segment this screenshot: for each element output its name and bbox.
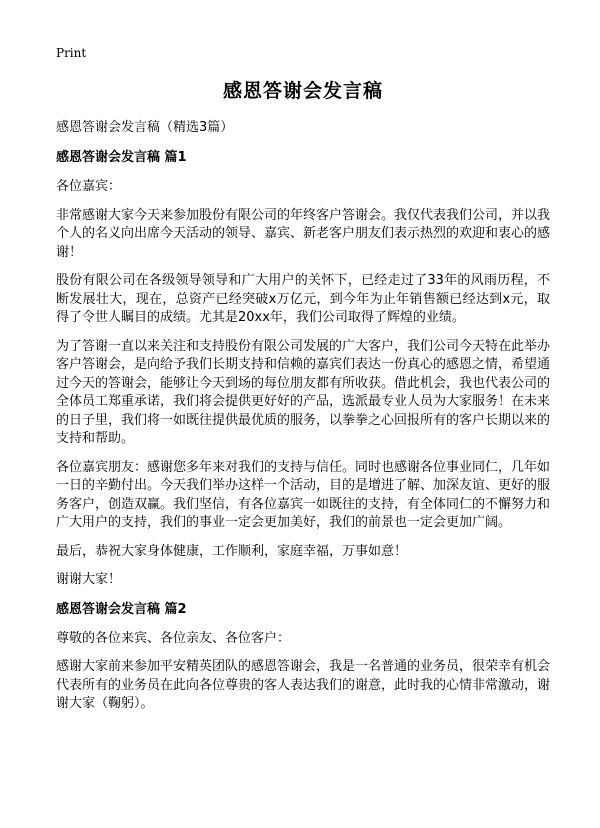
paragraph: 各位嘉宾朋友：感谢您多年来对我们的支持与信任。同时也感谢各位事业同仁，几年如一日的辛勤付出。今天我们举办这样一个活动，目的是增进了解、加深友谊、更好的服务客户，创造双赢。我们坚信，有各位嘉宾一如既往的支持，有全体同仁的不懈努力和广大用户的支持，我们的事业一定会更加美好，我们的前景也一定会更加广阔。	[56, 459, 551, 530]
paragraph-thanks: 谢谢大家！	[56, 572, 122, 587]
paragraph: 感谢大家前来参加平安精英团队的感恩答谢会，我是一名普通的业务员，很荣幸有机会代表所有的业务员在此向各位尊贵的客人表达我们的谢意，此时我的心情非常激动，谢谢大家（鞠躬）。	[56, 659, 551, 711]
paragraph: 为了答谢一直以来关注和支持股份有限公司发展的广大客户，我们公司今天特在此举办客户答谢会，是向给予我们长期支持和信赖的嘉宾们表达一份真心的感恩之情，希望通过今天的答谢会，能够让今天到场的每位朋友都有所收获。借此机会，我也代表公司的全体员工郑重承诺，我们将会提供更好好的产品，选派最专业人员为大家服务！在未来的日子里，我们将一如既往提供最优质的服务，以拳拳之心回报所有的客户长期以来的支持和帮助。	[56, 338, 551, 446]
print-link[interactable]: Print	[56, 46, 87, 60]
paragraph: 股份有限公司在各级领导领导和广大用户的关怀下，已经走过了33年的风雨历程，不断发展壮大，现在，总资产已经突破x万亿元，到今年为止年销售额已经达到x元，取得了令世人瞩目的成绩。尤其是20xx年，我们公司取得了辉煌的业绩。	[56, 273, 550, 325]
document-subtitle: 感恩答谢会发言稿（精选3篇）	[56, 120, 234, 135]
section-heading: 感恩答谢会发言稿 篇2	[56, 601, 187, 617]
section-1	[56, 148, 550, 590]
paragraph: 非常感谢大家今天来参加股份有限公司的年终客户答谢会。我仅代表我们公司，并以我个人的名义向出席今天活动的领导、嘉宾、新老客户朋友们表示热烈的欢迎和衷心的感谢！	[56, 207, 551, 260]
paragraph-greeting: 尊敬的各位来宾、各位亲友、各位客户：	[56, 630, 291, 646]
paragraph-greeting: 各位嘉宾：	[56, 179, 122, 194]
section-2	[56, 600, 550, 714]
paragraph-closing: 最后，恭祝大家身体健康，工作顺利，家庭幸福，万事如意！	[56, 543, 408, 559]
section-heading: 感恩答谢会发言稿 篇1	[56, 150, 187, 165]
page-title: 感恩答谢会发言稿	[222, 80, 383, 102]
document-body	[56, 118, 550, 724]
